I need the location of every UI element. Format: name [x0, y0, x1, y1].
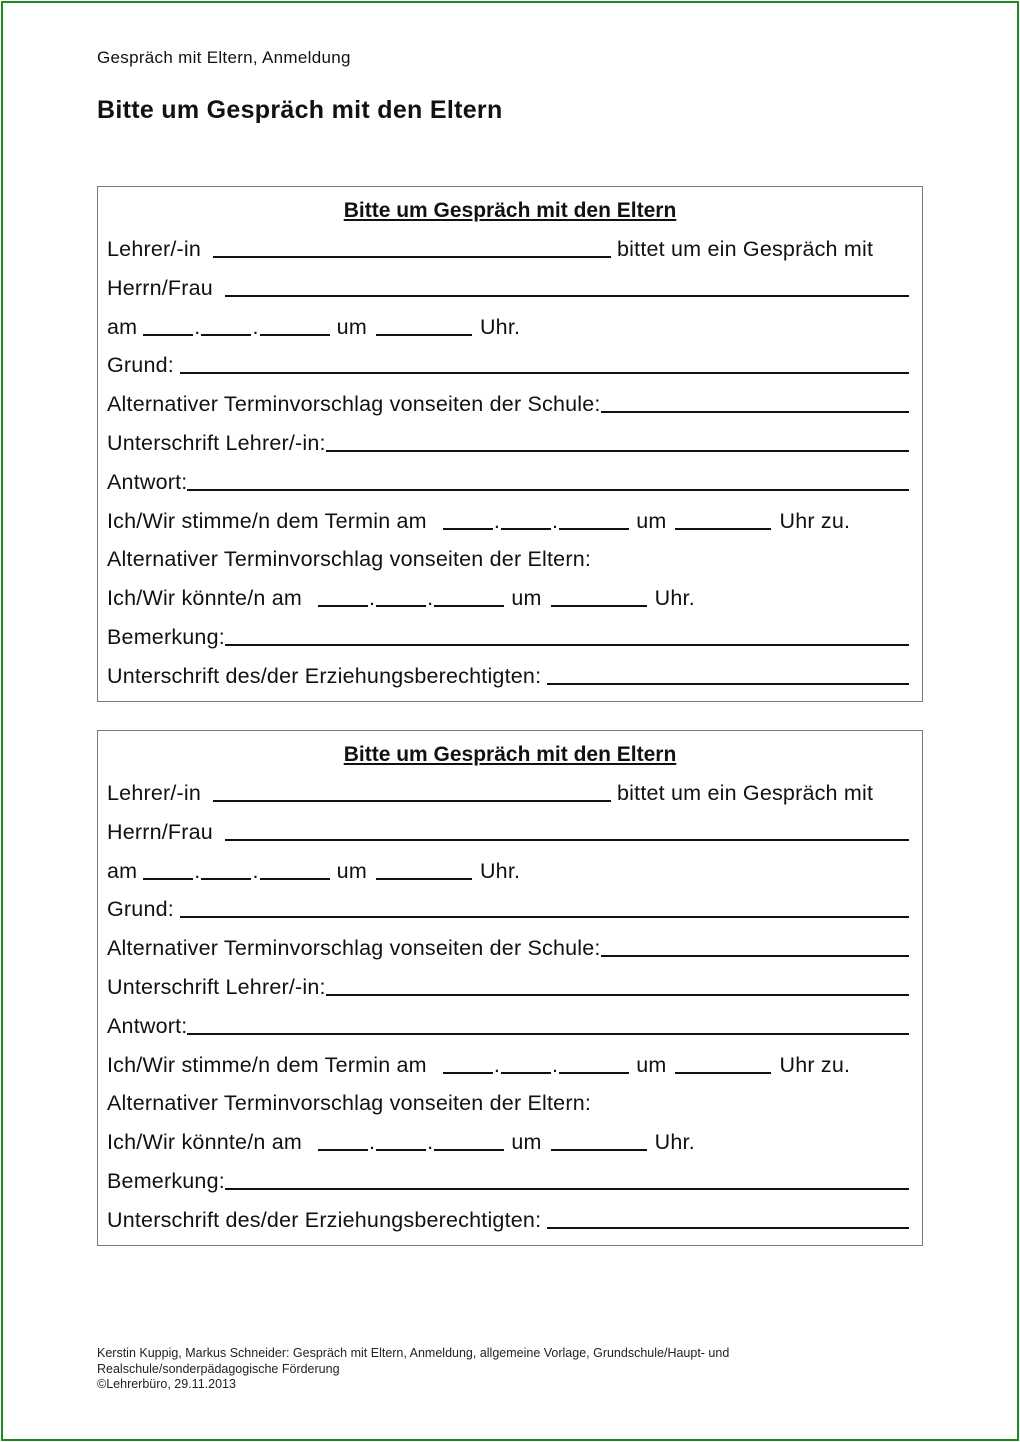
month-field[interactable]	[501, 1072, 551, 1074]
year-field[interactable]	[260, 878, 330, 880]
time-field[interactable]	[376, 878, 472, 880]
time-field[interactable]	[675, 1072, 771, 1074]
time-label: um	[636, 1053, 667, 1077]
time-suffix: Uhr.	[654, 586, 695, 610]
date-separator: .	[368, 1130, 376, 1154]
date-separator: .	[194, 315, 201, 339]
could-row	[107, 581, 909, 611]
teacher-name-field[interactable]	[213, 256, 611, 258]
day-field[interactable]	[318, 605, 368, 607]
alt-parents-label: Alternativer Terminvorschlag vonseiten der Eltern:	[107, 1091, 592, 1115]
alt-parents-label: Alternativer Terminvorschlag vonseiten der Eltern:	[107, 547, 592, 571]
time-field[interactable]	[675, 528, 771, 530]
parent-signature-row	[107, 659, 909, 689]
agree-prefix: Ich/Wir stimme/n dem Termin am	[107, 1053, 427, 1077]
date-row	[107, 854, 909, 884]
year-field[interactable]	[559, 528, 629, 530]
date-separator: .	[493, 509, 500, 533]
reason-row	[107, 348, 909, 378]
parent-label: Herrn/Frau	[107, 820, 213, 844]
date-separator: .	[252, 315, 259, 339]
day-field[interactable]	[443, 528, 493, 530]
remark-label: Bemerkung:	[107, 1169, 225, 1193]
parent-signature-row	[107, 1203, 909, 1233]
reason-label: Grund:	[107, 897, 174, 921]
teacher-name-field[interactable]	[213, 800, 611, 802]
page-header: Gespräch mit Eltern, Anmeldung	[97, 48, 351, 67]
remark-row	[107, 1164, 909, 1194]
alt-school-field[interactable]	[601, 411, 909, 413]
month-field[interactable]	[201, 334, 251, 336]
teacher-signature-label: Unterschrift Lehrer/-in:	[107, 975, 326, 999]
date-separator: .	[194, 859, 201, 883]
request-form-1	[97, 186, 923, 702]
agree-row	[107, 504, 909, 534]
answer-label: Antwort:	[107, 470, 188, 494]
time-label: um	[636, 509, 667, 533]
parent-signature-label: Unterschrift des/der Erziehungsberechtigten:	[107, 1208, 542, 1232]
could-row	[107, 1125, 909, 1155]
date-prefix: am	[107, 859, 138, 883]
day-field[interactable]	[443, 1072, 493, 1074]
alt-school-field[interactable]	[601, 955, 909, 957]
date-row	[107, 310, 909, 340]
teacher-suffix: bittet um ein Gespräch mit	[617, 781, 874, 805]
time-label: um	[336, 315, 367, 339]
time-field[interactable]	[376, 334, 472, 336]
reason-row	[107, 892, 909, 922]
teacher-label: Lehrer/-in	[107, 781, 202, 805]
date-separator: .	[427, 1130, 434, 1154]
year-field[interactable]	[434, 1149, 504, 1151]
answer-field[interactable]	[187, 1033, 909, 1035]
could-prefix: Ich/Wir könnte/n am	[107, 586, 302, 610]
teacher-label: Lehrer/-in	[107, 237, 202, 261]
agree-row	[107, 1048, 909, 1078]
answer-row	[107, 465, 909, 495]
remark-label: Bemerkung:	[107, 625, 225, 649]
date-separator: .	[427, 586, 434, 610]
date-separator: .	[552, 1053, 559, 1077]
parent-signature-field[interactable]	[547, 1227, 909, 1229]
day-field[interactable]	[143, 334, 193, 336]
remark-field[interactable]	[225, 1188, 909, 1190]
remark-field[interactable]	[225, 644, 909, 646]
reason-field[interactable]	[180, 372, 909, 374]
date-separator: .	[493, 1053, 500, 1077]
month-field[interactable]	[376, 1149, 426, 1151]
parent-name-field[interactable]	[225, 295, 909, 297]
teacher-suffix: bittet um ein Gespräch mit	[617, 237, 874, 261]
footer-credits-cont: Realschule/sonderpädagogische Förderung	[97, 1361, 340, 1376]
remark-row	[107, 620, 909, 650]
answer-row	[107, 1009, 909, 1039]
footer-copyright: ©Lehrerbüro, 29.11.2013	[97, 1377, 236, 1391]
year-field[interactable]	[434, 605, 504, 607]
teacher-signature-row	[107, 970, 909, 1000]
footer	[97, 1346, 729, 1393]
agree-suffix: Uhr zu.	[779, 509, 851, 533]
day-field[interactable]	[318, 1149, 368, 1151]
parent-signature-field[interactable]	[547, 683, 909, 685]
time-label: um	[511, 586, 542, 610]
parent-signature-label: Unterschrift des/der Erziehungsberechtigten:	[107, 664, 542, 688]
form-title: Bitte um Gespräch mit den Eltern	[343, 199, 677, 222]
agree-suffix: Uhr zu.	[779, 1053, 851, 1077]
time-field[interactable]	[551, 605, 647, 607]
alt-school-row	[107, 387, 909, 417]
teacher-signature-field[interactable]	[326, 994, 909, 996]
parent-name-field[interactable]	[225, 839, 909, 841]
teacher-row	[107, 232, 909, 262]
time-field[interactable]	[551, 1149, 647, 1151]
month-field[interactable]	[501, 528, 551, 530]
teacher-signature-row	[107, 426, 909, 456]
year-field[interactable]	[260, 334, 330, 336]
alt-parents-row	[107, 1086, 909, 1116]
parent-label: Herrn/Frau	[107, 276, 213, 300]
date-separator: .	[252, 859, 259, 883]
alt-school-label: Alternativer Terminvorschlag vonseiten der Schule:	[107, 392, 601, 416]
teacher-signature-field[interactable]	[326, 450, 909, 452]
request-form-2	[97, 730, 923, 1246]
time-suffix: Uhr.	[479, 859, 521, 883]
time-label: um	[511, 1130, 542, 1154]
could-prefix: Ich/Wir könnte/n am	[107, 1130, 302, 1154]
page-title: Bitte um Gespräch mit den Eltern	[97, 96, 503, 124]
day-field[interactable]	[143, 878, 193, 880]
date-separator: .	[552, 509, 559, 533]
answer-label: Antwort:	[107, 1014, 188, 1038]
alt-parents-row	[107, 542, 909, 572]
date-prefix: am	[107, 315, 138, 339]
time-suffix: Uhr.	[654, 1130, 695, 1154]
year-field[interactable]	[559, 1072, 629, 1074]
alt-school-label: Alternativer Terminvorschlag vonseiten der Schule:	[107, 936, 601, 960]
form-title: Bitte um Gespräch mit den Eltern	[343, 743, 677, 766]
time-suffix: Uhr.	[479, 315, 521, 339]
footer-credits: Kerstin Kuppig, Markus Schneider: Gespräch mit Eltern, Anmeldung, allgemeine Vorlage, Grundschule/Haupt- und	[97, 1346, 730, 1360]
time-label: um	[336, 859, 367, 883]
parent-row	[107, 815, 909, 845]
reason-label: Grund:	[107, 353, 174, 377]
teacher-signature-label: Unterschrift Lehrer/-in:	[107, 431, 326, 455]
agree-prefix: Ich/Wir stimme/n dem Termin am	[107, 509, 427, 533]
alt-school-row	[107, 931, 909, 961]
parent-row	[107, 271, 909, 301]
date-separator: .	[368, 586, 376, 610]
reason-field[interactable]	[180, 916, 909, 918]
answer-field[interactable]	[187, 489, 909, 491]
teacher-row	[107, 776, 909, 806]
month-field[interactable]	[201, 878, 251, 880]
month-field[interactable]	[376, 605, 426, 607]
